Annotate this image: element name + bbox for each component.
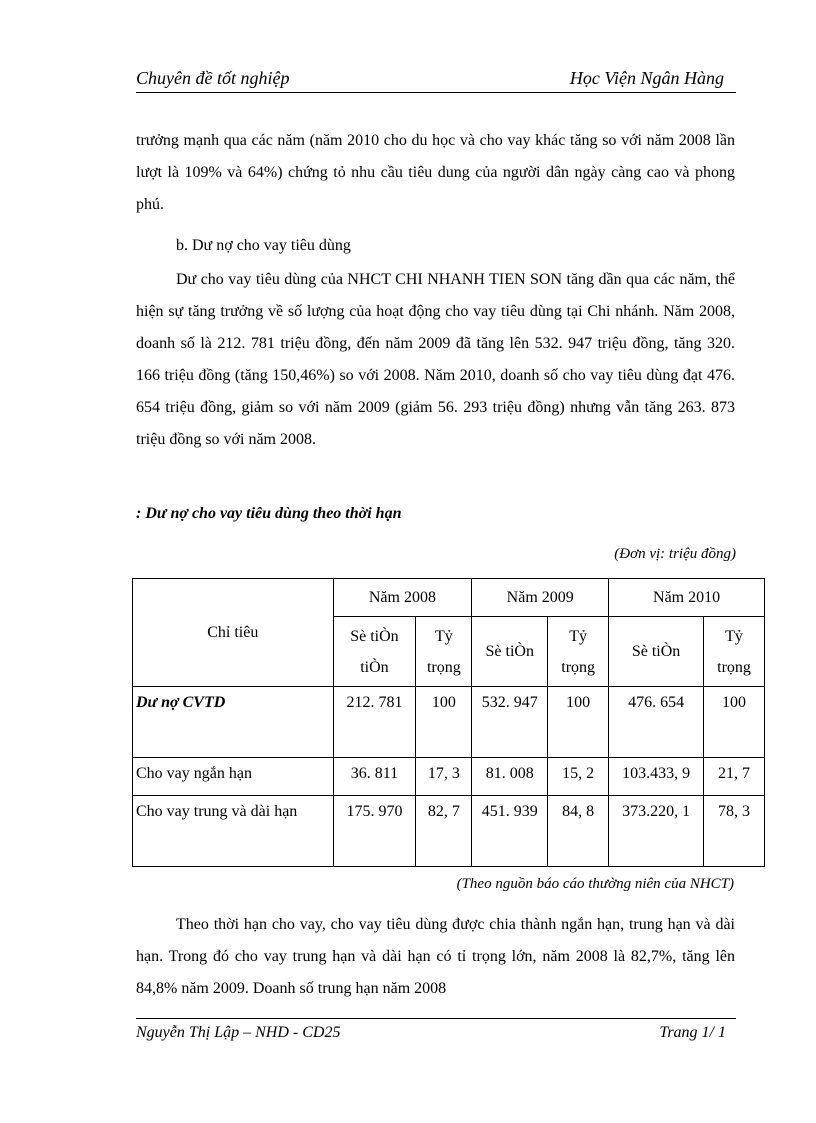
paragraph-loan-growth	[136, 264, 735, 456]
header-institution: Học Viện Ngân Hàng	[569, 68, 724, 88]
page-footer	[136, 1018, 736, 1047]
row-label: Cho vay trung và dài hạn	[133, 796, 334, 867]
footer-author: Nguyễn Thị Lập – NHD - CD25	[136, 1024, 341, 1041]
header-amount-2010: Sè tiÒn	[609, 617, 704, 687]
table-row	[133, 796, 765, 867]
cell-share-2009: 100	[548, 687, 609, 758]
footer-page-number: Trang 1/ 1	[659, 1024, 726, 1041]
cell-value-2010: 373.220, 1	[609, 796, 704, 867]
unit-note: (Đơn vị: triệu đồng)	[614, 546, 736, 562]
header-year-2008: Năm 2008	[333, 579, 472, 617]
source-note: (Theo nguồn báo cáo thường niên của NHCT)	[456, 876, 734, 892]
paragraph-intro	[136, 125, 735, 221]
table-caption: : Dư nợ cho vay tiêu dùng theo thời hạn	[136, 505, 402, 522]
header-doc-type: Chuyên đề tốt nghiệp	[136, 68, 290, 88]
section-subheading: b. Dư nợ cho vay tiêu dùng	[176, 237, 351, 254]
cell-share-2009: 84, 8	[548, 796, 609, 867]
paragraph-loan-growth-text: Dư cho vay tiêu dùng của NHCT CHI NHANH TIEN SON tăng dần qua các năm, thể hiện sự tăng trưởng về số lượng của hoạt động cho vay tiêu dùng tại Chi nhánh. Năm 2008, doanh số là 212. 781 triệu đồng, đến năm 2009 đã tăng lên 532. 947 triệu đồng, tăng 320. 166 triệu đồng (tăng 150,46%) so với 2008. Năm 2010, doanh số cho vay tiêu dùng đạt 476. 654 triệu đồng, giảm so với năm 2009 (giảm 56. 293 triệu đồng) nhưng vẫn tăng 263. 873 triệu đồng so với năm 2008.	[136, 271, 735, 448]
header-share-2010: Tỷ trọng	[704, 617, 765, 687]
paragraph-term-analysis	[136, 909, 735, 1005]
loan-term-table	[132, 578, 765, 867]
cell-share-2008: 17, 3	[416, 758, 472, 796]
header-share-2008: Tỷ trọng	[416, 617, 472, 687]
header-amount-2008: Sè tiÒn tiÒn	[333, 617, 416, 687]
cell-value-2009: 451. 939	[472, 796, 548, 867]
header-amount-2009: Sè tiÒn	[472, 617, 548, 687]
row-label: Dư nợ CVTD	[133, 687, 334, 758]
cell-share-2010: 78, 3	[704, 796, 765, 867]
cell-value-2010: 103.433, 9	[609, 758, 704, 796]
header-year-2010: Năm 2010	[609, 579, 765, 617]
table-header-row-years	[133, 579, 765, 617]
header-share-2009: Tỷ trọng	[548, 617, 609, 687]
cell-share-2008: 100	[416, 687, 472, 758]
table-row	[133, 758, 765, 796]
cell-share-2008: 82, 7	[416, 796, 472, 867]
cell-value-2008: 36. 811	[333, 758, 416, 796]
header-indicator: Chỉ tiêu	[133, 579, 334, 687]
cell-value-2009: 532. 947	[472, 687, 548, 758]
cell-value-2008: 212. 781	[333, 687, 416, 758]
cell-value-2010: 476. 654	[609, 687, 704, 758]
header-year-2009: Năm 2009	[472, 579, 609, 617]
cell-value-2008: 175. 970	[333, 796, 416, 867]
cell-share-2010: 100	[704, 687, 765, 758]
table-row	[133, 687, 765, 758]
paragraph-term-analysis-text: Theo thời hạn cho vay, cho vay tiêu dùng được chia thành ngắn hạn, trung hạn và dài hạn. Trong đó cho vay trung hạn và dài hạn có tỉ trọng lớn, năm 2008 là 82,7%, tăng lên 84,8% năm 2009. Doanh số trung hạn năm 2008	[136, 916, 735, 997]
row-label: Cho vay ngắn hạn	[133, 758, 334, 796]
page-header	[136, 66, 736, 93]
paragraph-intro-text: trưởng mạnh qua các năm (năm 2010 cho du học và cho vay khác tăng so với năm 2008 lần lượt là 109% và 64%) chứng tỏ nhu cầu tiêu dung của người dân ngày càng cao và phong phú.	[136, 132, 735, 213]
cell-share-2010: 21, 7	[704, 758, 765, 796]
cell-value-2009: 81. 008	[472, 758, 548, 796]
cell-share-2009: 15, 2	[548, 758, 609, 796]
